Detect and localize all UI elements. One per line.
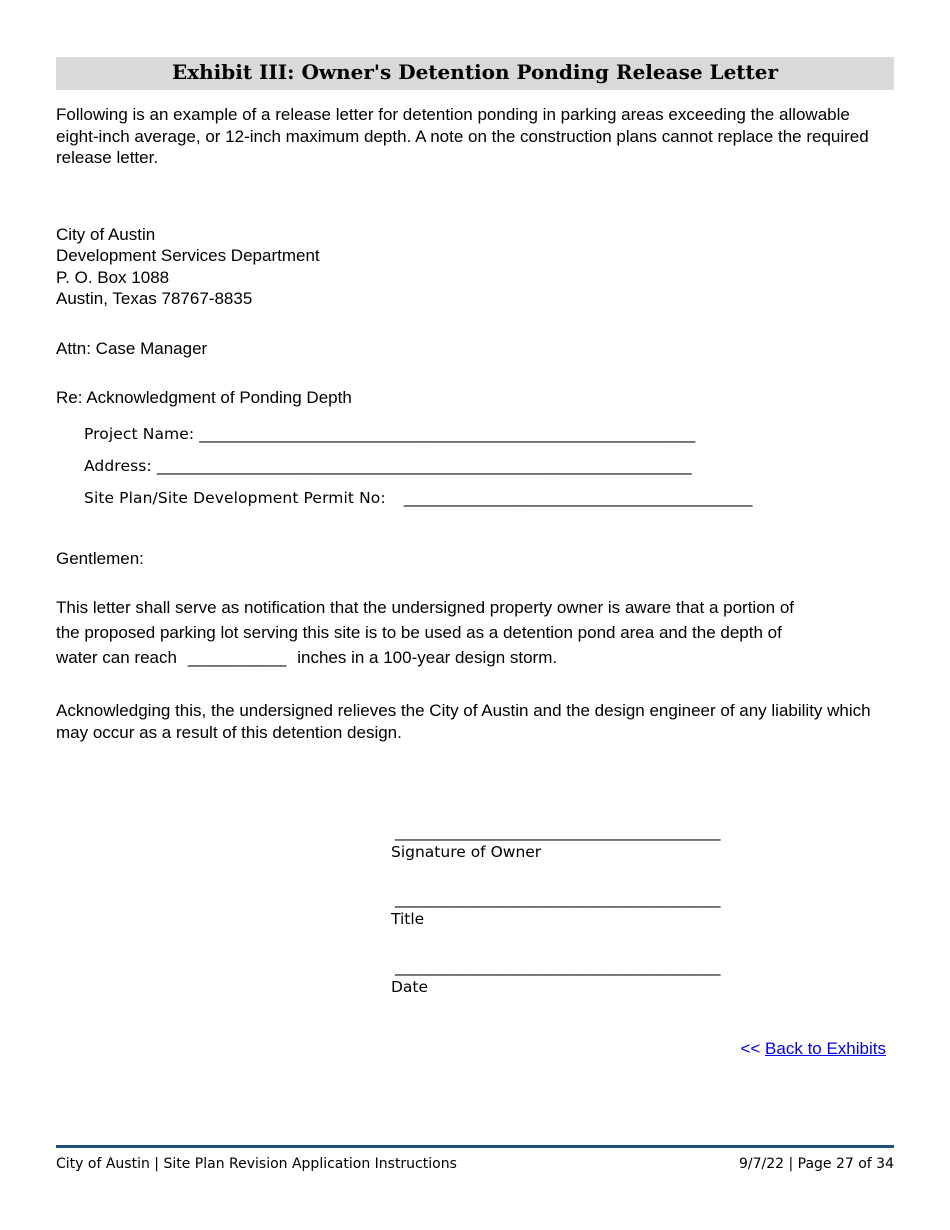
address-line-3: P. O. Box 1088 (56, 268, 170, 287)
signature-owner-blank: __________________________________________ (395, 823, 721, 841)
body-line-3 (56, 647, 557, 670)
exhibit-title: Exhibit III: Owner's Detention Ponding Release Letter (56, 57, 894, 90)
intro-paragraph: Following is an example of a release letter for detention ponding in parking areas exceeding the allowable eight-inch average, or 12-inch maximum depth. A note on the construction plans cannot replace the required release letter. (56, 105, 869, 167)
signature-date-blank: __________________________________________ (395, 958, 721, 976)
address-line-4: Austin, Texas 78767-8835 (56, 289, 253, 308)
address-blank: _____________________________________________________________________ (156, 457, 692, 475)
address-label: Address: (84, 457, 152, 475)
depth-blank: _____________ (187, 649, 287, 667)
address-field (84, 457, 692, 475)
re-line: Re: Acknowledgment of Ponding Depth (56, 388, 352, 407)
body-line-2: the proposed parking lot serving this site is to be used as a detention pond area and the depth of (56, 623, 782, 642)
back-link-container (740, 1039, 886, 1059)
acknowledgment-paragraph: Acknowledging this, the undersigned relieves the City of Austin and the design engineer of any liability which may occur as a result of this detention design. (56, 701, 871, 742)
signature-owner-label: Signature of Owner (391, 843, 542, 861)
footer-left: City of Austin | Site Plan Revision Application Instructions (56, 1156, 457, 1172)
body-line-3-start: water can reach (56, 648, 177, 667)
back-to-exhibits-link[interactable]: Back to Exhibits (765, 1039, 886, 1058)
signature-title-blank: __________________________________________ (395, 890, 721, 908)
project-name-label: Project Name: (84, 425, 195, 443)
permit-field (84, 489, 753, 507)
permit-label: Site Plan/Site Development Permit No: (84, 489, 386, 507)
address-line-2: Development Services Department (56, 246, 320, 265)
signature-date-label: Date (391, 978, 429, 996)
salutation: Gentlemen: (56, 549, 144, 568)
project-name-blank: ________________________________________________________________ (199, 425, 696, 443)
permit-blank: _____________________________________________ (403, 489, 753, 507)
address-line-1: City of Austin (56, 225, 156, 244)
footer-divider (56, 1145, 894, 1148)
attn-line: Attn: Case Manager (56, 339, 208, 358)
body-line-3-end: inches in a 100-year design storm. (297, 648, 558, 667)
footer-right: 9/7/22 | Page 27 of 34 (738, 1156, 894, 1172)
signature-title-label: Title (391, 910, 425, 928)
body-line-1: This letter shall serve as notification that the undersigned property owner is aware that a portion of (56, 598, 795, 617)
project-name-field (84, 425, 695, 443)
back-link-prefix: << (740, 1039, 761, 1058)
